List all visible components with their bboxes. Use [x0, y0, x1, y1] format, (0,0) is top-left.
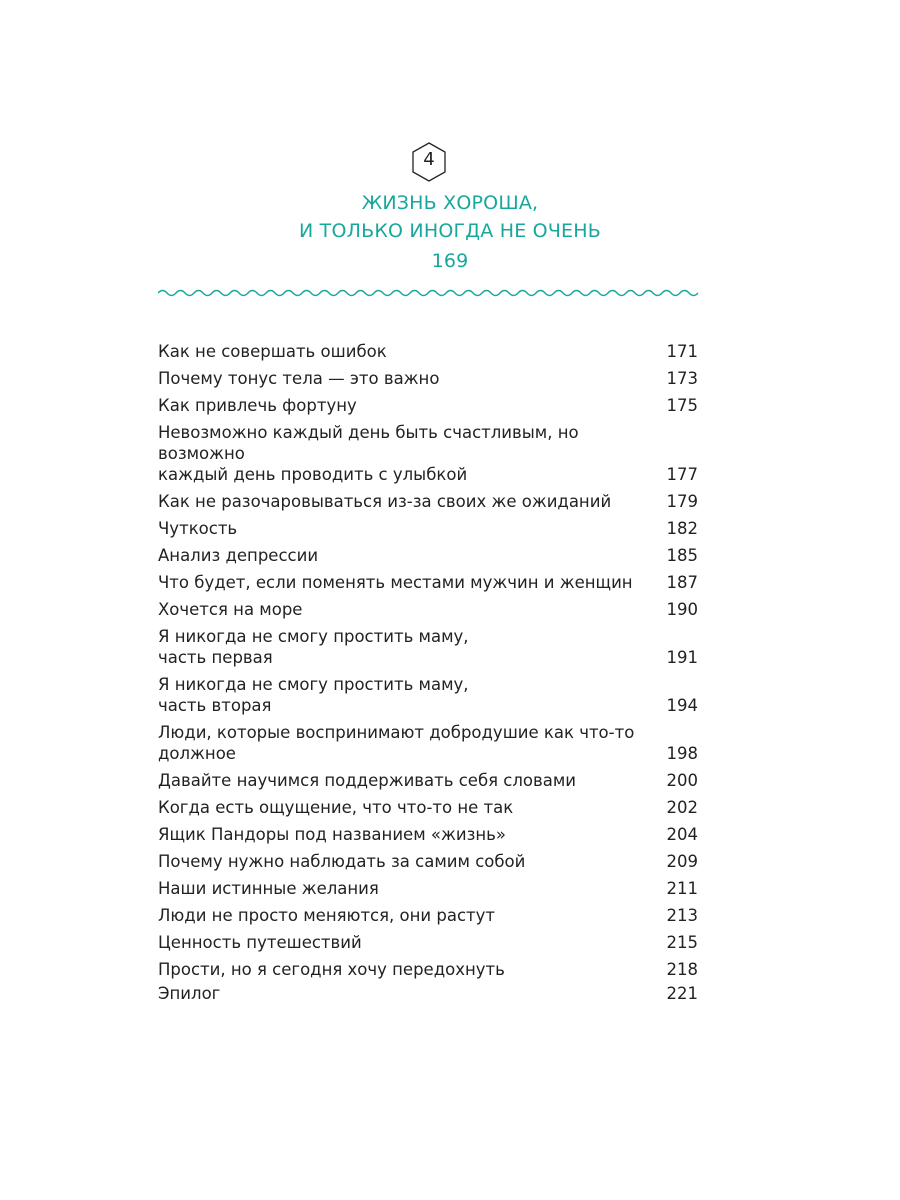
toc-entry-page: 179 — [666, 492, 698, 511]
toc-entry-title — [158, 722, 634, 764]
toc-entry[interactable] — [158, 719, 698, 767]
toc-entry[interactable] — [158, 902, 698, 929]
toc-entry-title-line: Ящик Пандоры под названием «жизнь» — [158, 825, 506, 844]
toc-entry[interactable] — [158, 392, 698, 419]
toc-entry-title-line: каждый день проводить с улыбкой — [158, 465, 468, 484]
toc-entry-title-line: Анализ депрессии — [158, 546, 319, 565]
toc-entry-title-line: Я никогда не смогу простить маму, — [158, 675, 469, 694]
toc-entry[interactable] — [158, 419, 698, 488]
toc-entry-page: 215 — [666, 933, 698, 952]
chapter-title-line2: И ТОЛЬКО ИНОГДА НЕ ОЧЕНЬ — [299, 220, 601, 242]
toc-entry[interactable] — [158, 794, 698, 821]
toc-entry-title-line: Я никогда не смогу простить маму, — [158, 627, 469, 646]
toc-entry[interactable] — [158, 569, 698, 596]
toc-entry-title: Эпилог — [158, 984, 221, 1003]
toc-entry-page: 209 — [666, 852, 698, 871]
toc-entry-title — [158, 797, 513, 818]
toc-entry-page: 200 — [666, 771, 698, 790]
toc-entry-page: 175 — [666, 396, 698, 415]
toc-entry-page: 218 — [666, 960, 698, 979]
toc-entry-title-line: должное — [158, 744, 236, 763]
toc-entry-title-line: Почему тонус тела — это важно — [158, 369, 440, 388]
toc-entry-title — [158, 422, 657, 485]
toc-entry-page: 182 — [666, 519, 698, 538]
toc-entry-title-line: Как не совершать ошибок — [158, 342, 387, 361]
toc-entry[interactable] — [158, 623, 698, 671]
toc-entry-title — [158, 905, 495, 926]
toc-entry-title — [158, 368, 439, 389]
toc-entry-title — [158, 518, 237, 539]
chapter-badge — [410, 141, 448, 183]
toc-entry-title — [158, 851, 525, 872]
toc-entry-page: 177 — [666, 465, 698, 484]
toc-entry-title — [158, 674, 469, 716]
toc-entry[interactable] — [158, 596, 698, 623]
toc-entry-title — [158, 932, 362, 953]
toc-entry-title-line: Как привлечь фортуну — [158, 396, 357, 415]
toc-entry-title-line: Люди, которые воспринимают добродушие как что-то — [158, 723, 635, 742]
toc-entry-title-line: Что будет, если поменять местами мужчин и женщин — [158, 573, 633, 592]
toc-entry-page: 190 — [666, 600, 698, 619]
chapter-number: 4 — [423, 149, 435, 170]
toc-entry[interactable] — [158, 956, 698, 983]
toc-entry[interactable] — [158, 929, 698, 956]
toc-entry[interactable] — [158, 365, 698, 392]
toc-entry-title — [158, 959, 505, 980]
toc-entry-title-line: часть первая — [158, 648, 273, 667]
toc-entry[interactable] — [158, 488, 698, 515]
toc-entry-page: 191 — [666, 648, 698, 667]
toc-entry-title-line: Почему нужно наблюдать за самим собой — [158, 852, 526, 871]
toc-entry-title-line: Люди не просто меняются, они растут — [158, 906, 496, 925]
toc-entry-title-line: Давайте научимся поддерживать себя словами — [158, 771, 577, 790]
toc-entry-title-line: часть вторая — [158, 696, 272, 715]
toc-entry-page: 204 — [666, 825, 698, 844]
wave-divider — [158, 286, 700, 300]
toc-entry-title-line: Невозможно каждый день быть счастливым, но возможно — [158, 423, 579, 463]
toc-entry-title — [158, 599, 302, 620]
toc-entry-page: 185 — [666, 546, 698, 565]
toc-entry[interactable] — [158, 875, 698, 902]
chapter-page: 169 — [431, 250, 469, 272]
toc-entry-page: 171 — [666, 342, 698, 361]
toc-entry[interactable] — [158, 515, 698, 542]
toc-entry-title-line: Ценность путешествий — [158, 933, 362, 952]
toc-entry-title — [158, 572, 633, 593]
toc-entry-page: 211 — [666, 879, 698, 898]
toc-entry-title — [158, 545, 318, 566]
toc-entry-title — [158, 824, 506, 845]
toc-entry-title-line: Наши истинные желания — [158, 879, 379, 898]
toc-entry-page: 198 — [666, 744, 698, 763]
toc-entry-page: 194 — [666, 696, 698, 715]
toc-entry-page: 187 — [666, 573, 698, 592]
toc-entry[interactable] — [158, 542, 698, 569]
table-of-contents — [158, 338, 698, 983]
toc-entry-page: 173 — [666, 369, 698, 388]
toc-entry-title-line: Чуткость — [158, 519, 238, 538]
toc-entry-page: 221 — [666, 984, 698, 1003]
toc-entry-title — [158, 626, 469, 668]
toc-entry[interactable] — [158, 767, 698, 794]
toc-entry-title-line: Прости, но я сегодня хочу передохнуть — [158, 960, 505, 979]
toc-entry[interactable] — [158, 338, 698, 365]
toc-entry-page: 202 — [666, 798, 698, 817]
toc-entry-title — [158, 770, 576, 791]
toc-entry-title-line: Хочется на море — [158, 600, 303, 619]
toc-entry[interactable] — [158, 821, 698, 848]
toc-entry-title — [158, 878, 379, 899]
toc-entry-title-line: Как не разочаровываться из-за своих же ожиданий — [158, 492, 612, 511]
toc-entry-title — [158, 395, 357, 416]
toc-entry-title-line: Когда есть ощущение, что что-то не так — [158, 798, 514, 817]
toc-entry-title — [158, 341, 387, 362]
epilog-entry[interactable] — [158, 980, 698, 1007]
toc-entry-page: 213 — [666, 906, 698, 925]
toc-entry[interactable] — [158, 848, 698, 875]
toc-entry[interactable] — [158, 671, 698, 719]
chapter-title-line1: ЖИЗНЬ ХОРОША, — [361, 192, 539, 214]
toc-entry-title — [158, 491, 611, 512]
